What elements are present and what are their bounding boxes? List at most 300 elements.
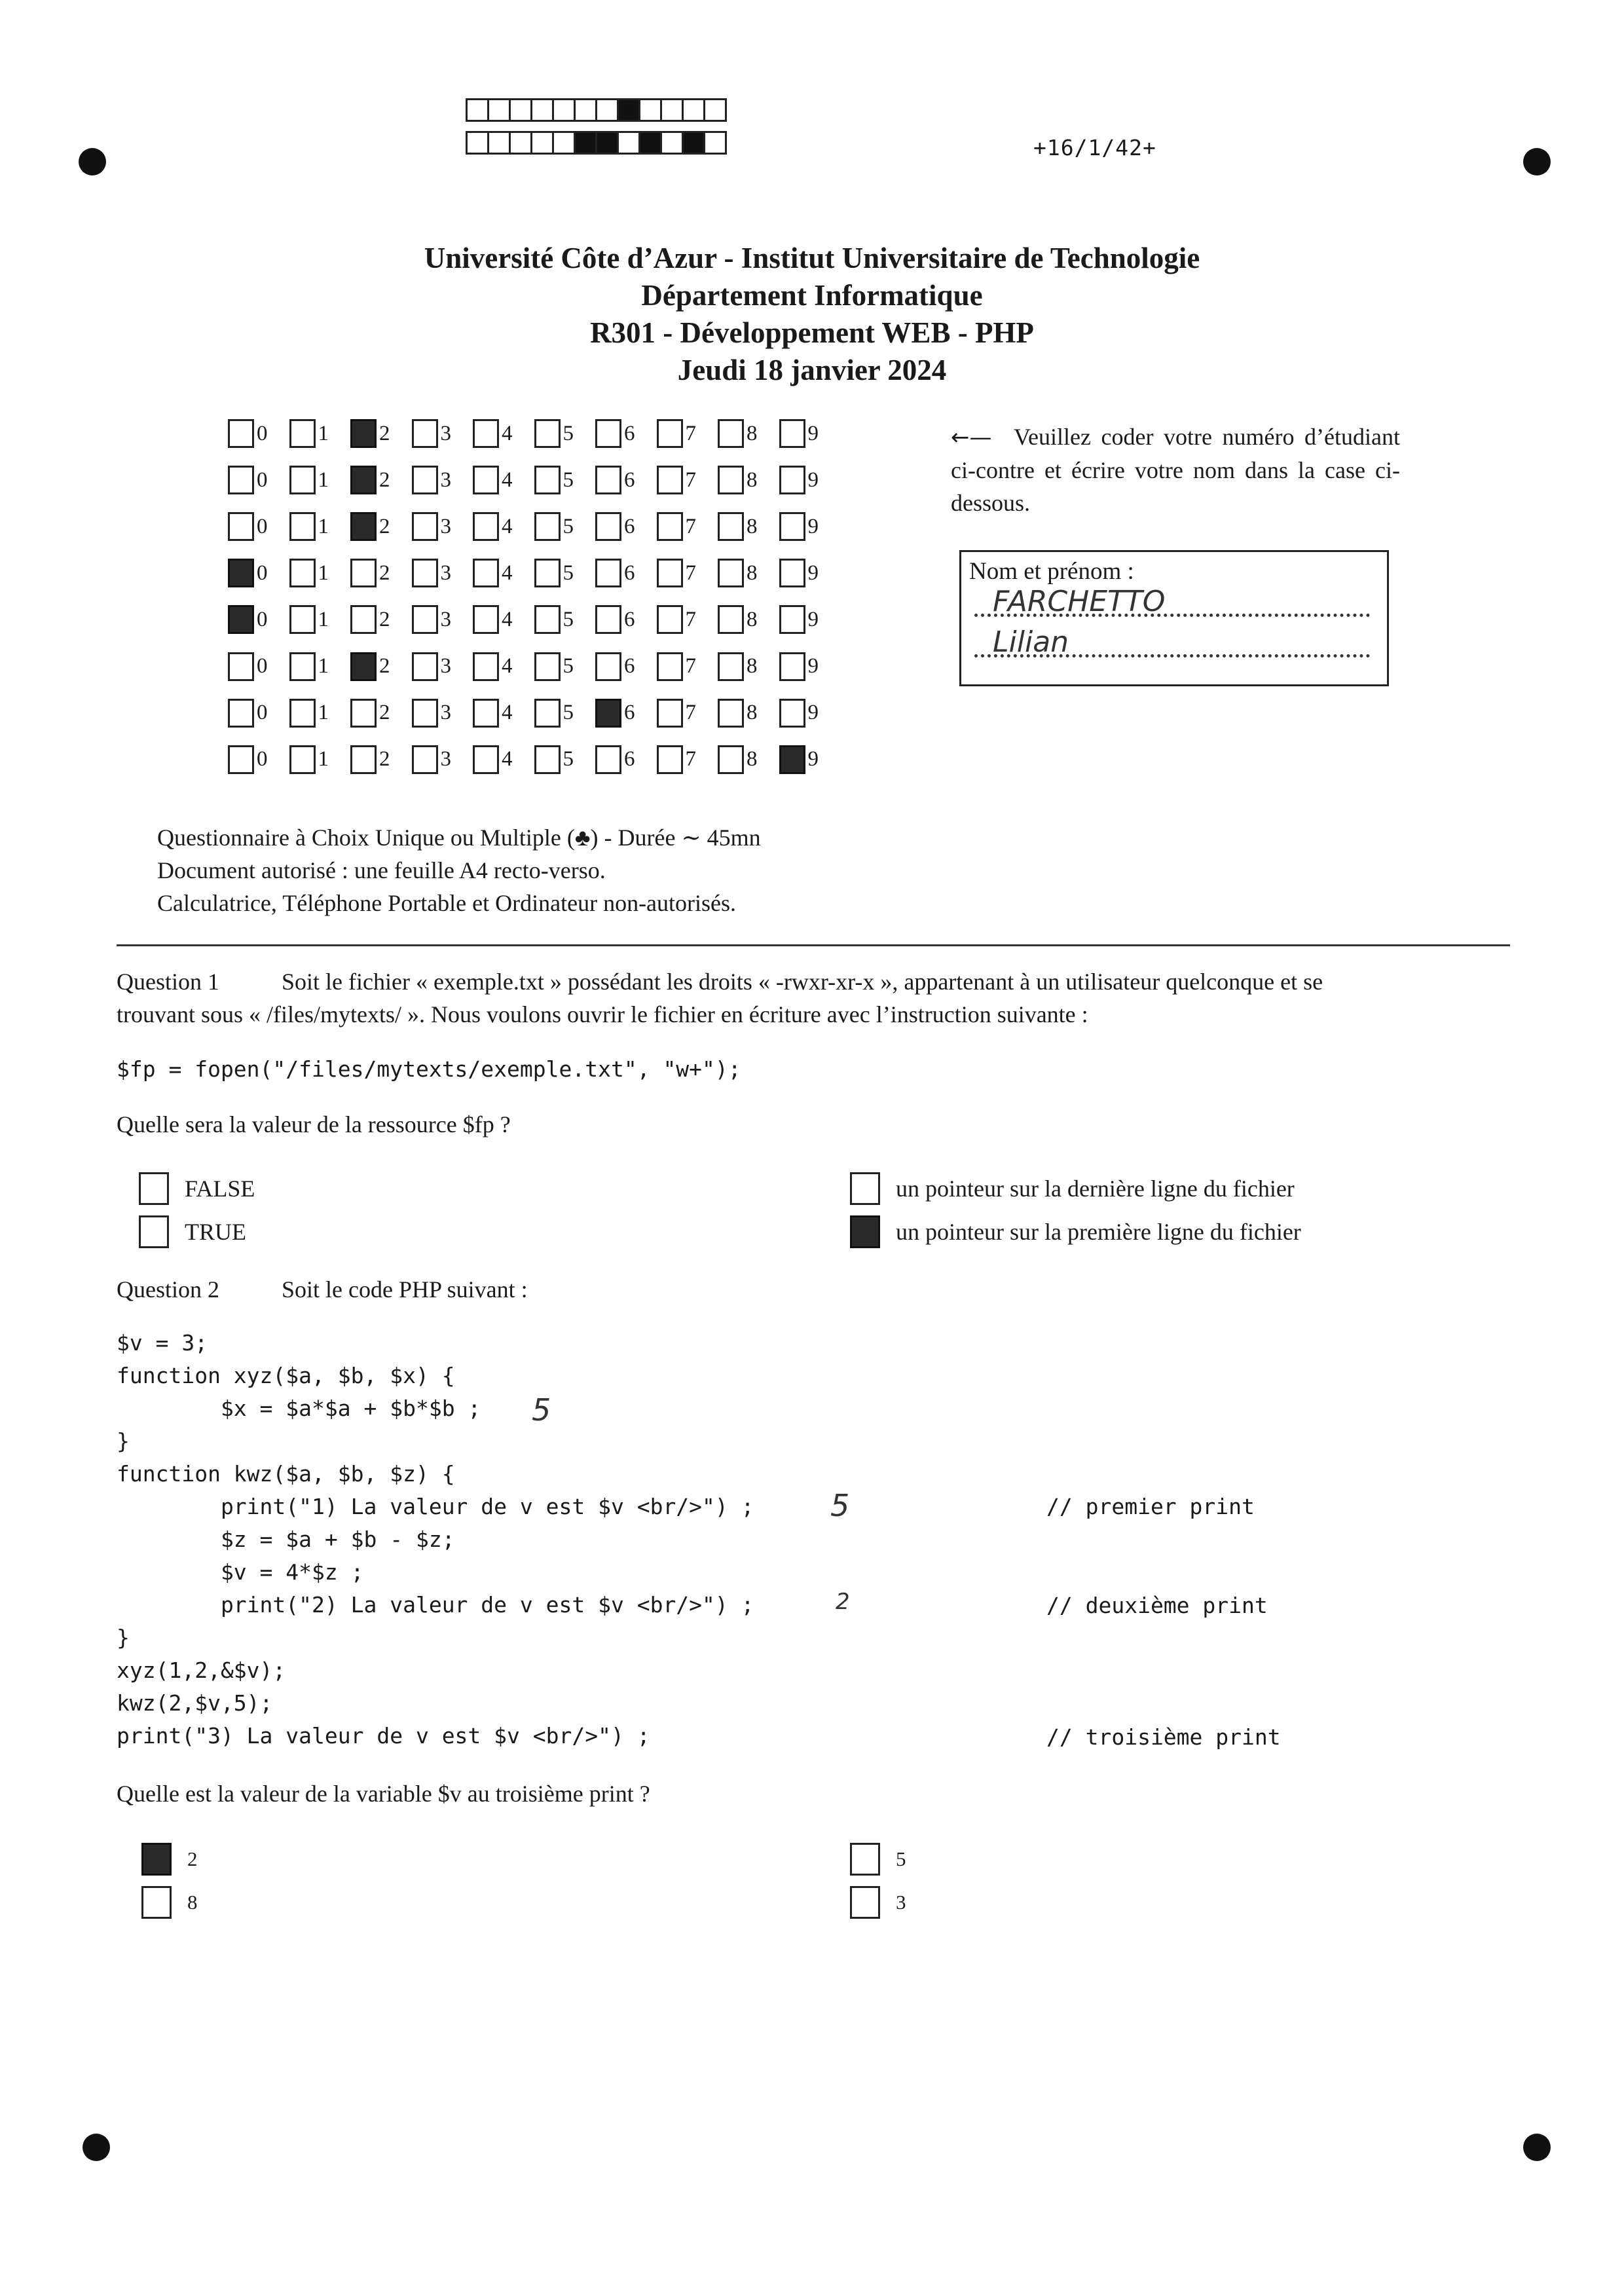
checkbox[interactable] (779, 605, 805, 634)
digit-option[interactable] (657, 605, 697, 634)
barcode-cell (509, 131, 532, 155)
digit-label: 4 (502, 561, 513, 585)
q1-answer-true[interactable] (139, 1215, 246, 1248)
last-name-handwritten: FARCHETTO (993, 585, 1166, 618)
checkbox[interactable] (289, 466, 316, 494)
digit-option[interactable] (228, 605, 268, 634)
barcode-cell (703, 98, 727, 122)
checkbox[interactable] (473, 466, 499, 494)
digit-option[interactable] (595, 745, 635, 774)
digit-option[interactable] (228, 699, 268, 728)
instructions-text: Veuillez coder votre numéro d’étudiant ci-contre et écrire votre nom dans la case ci-dessous. (951, 424, 1400, 516)
digit-label: 6 (624, 468, 635, 492)
checkbox[interactable] (350, 466, 377, 494)
digit-option[interactable] (534, 652, 574, 681)
checkbox[interactable] (718, 466, 744, 494)
digit-label: 9 (807, 514, 819, 538)
checkbox[interactable] (779, 652, 805, 681)
checkbox[interactable] (473, 745, 499, 774)
checkbox[interactable] (350, 605, 377, 634)
question-2-text: Soit le code PHP suivant : (282, 1276, 528, 1303)
checkbox[interactable] (779, 512, 805, 541)
checkbox[interactable] (657, 652, 683, 681)
barcode-cell (595, 98, 619, 122)
checkbox[interactable] (718, 745, 744, 774)
checkbox[interactable] (228, 652, 254, 681)
barcode-cell (466, 98, 489, 122)
digit-option[interactable] (718, 605, 758, 634)
checkbox[interactable] (595, 605, 621, 634)
digit-option[interactable] (289, 512, 329, 541)
digit-label: 2 (379, 747, 390, 771)
checkbox[interactable] (595, 652, 621, 681)
digit-option[interactable] (595, 652, 635, 681)
answer-label: 3 (896, 1891, 906, 1914)
digit-label: 6 (624, 747, 635, 771)
digit-option[interactable] (718, 745, 758, 774)
checkbox[interactable] (595, 745, 621, 774)
checkbox[interactable] (141, 1886, 172, 1919)
checkbox[interactable] (289, 699, 316, 728)
digit-label: 8 (747, 747, 758, 771)
digit-option[interactable] (779, 745, 819, 774)
digit-option[interactable] (289, 419, 329, 448)
digit-option[interactable] (534, 419, 574, 448)
digit-option[interactable] (228, 745, 268, 774)
digit-label: 1 (318, 654, 329, 678)
checkbox[interactable] (718, 652, 744, 681)
checkbox[interactable] (350, 699, 377, 728)
checkbox[interactable] (228, 699, 254, 728)
digit-label: 3 (440, 654, 451, 678)
digit-label: 0 (257, 654, 268, 678)
digit-label: 5 (563, 421, 574, 445)
code-line: $v = 4*$z ; (117, 1559, 364, 1585)
code-line: print("3) La valeur de v est $v <br/>") ; (117, 1723, 650, 1749)
digit-option[interactable] (718, 699, 758, 728)
checkbox[interactable] (139, 1215, 169, 1248)
checkbox[interactable] (412, 652, 438, 681)
digit-option[interactable] (289, 699, 329, 728)
digit-label: 6 (624, 421, 635, 445)
digit-label: 7 (685, 607, 696, 631)
digit-label: 0 (257, 468, 268, 492)
digit-option[interactable] (473, 745, 513, 774)
digit-label: 2 (379, 607, 390, 631)
digit-option[interactable] (473, 605, 513, 634)
digit-label: 0 (257, 514, 268, 538)
checkbox[interactable] (350, 419, 377, 448)
digit-label: 1 (318, 701, 329, 725)
digit-option[interactable] (473, 652, 513, 681)
digit-option[interactable] (657, 466, 697, 494)
question-2-label: Question 2 (117, 1276, 219, 1303)
checkbox[interactable] (850, 1215, 880, 1248)
handwritten-note-1: 5 (532, 1392, 551, 1428)
digit-option[interactable] (779, 466, 819, 494)
digit-option[interactable] (473, 466, 513, 494)
barcode-cell (660, 131, 684, 155)
digit-option[interactable] (595, 512, 635, 541)
question-1-text-b: trouvant sous « /files/mytexts/ ». Nous voulons ouvrir le fichier en écriture avec l’instruction suivante : (117, 1001, 1088, 1028)
checkbox[interactable] (228, 512, 254, 541)
student-instructions (951, 420, 1400, 519)
q2-answer-8[interactable] (141, 1886, 198, 1919)
digit-option[interactable] (289, 605, 329, 634)
digit-option[interactable] (718, 419, 758, 448)
digit-label: 7 (685, 747, 696, 771)
digit-label: 0 (257, 607, 268, 631)
checkbox[interactable] (657, 745, 683, 774)
q1-answer-false[interactable] (139, 1172, 255, 1205)
digit-option[interactable] (289, 652, 329, 681)
checkbox[interactable] (534, 559, 561, 587)
digit-label: 7 (685, 468, 696, 492)
barcode-cell (682, 131, 705, 155)
checkbox[interactable] (595, 419, 621, 448)
code-line: } (117, 1428, 130, 1454)
name-label: Nom et prénom : (969, 558, 1134, 585)
digit-option[interactable] (718, 512, 758, 541)
answer-label: TRUE (185, 1219, 246, 1245)
checkbox[interactable] (350, 745, 377, 774)
comment-third-print: // troisième print (1046, 1724, 1281, 1750)
checkbox[interactable] (473, 559, 499, 587)
barcode-cell (595, 131, 619, 155)
corner-mark-bottom-left (83, 2134, 110, 2161)
digit-option[interactable] (779, 699, 819, 728)
checkbox[interactable] (289, 745, 316, 774)
digit-label: 4 (502, 654, 513, 678)
digit-label: 2 (379, 654, 390, 678)
checkbox[interactable] (718, 419, 744, 448)
checkbox[interactable] (779, 466, 805, 494)
barcode-cell (530, 131, 554, 155)
digit-option[interactable] (412, 652, 452, 681)
digit-option[interactable] (657, 559, 697, 587)
digit-option[interactable] (228, 559, 268, 587)
digit-option[interactable] (350, 699, 390, 728)
question-1-code: $fp = fopen("/files/mytexts/exemple.txt", "w+"); (117, 1056, 741, 1082)
barcode-cell (682, 98, 705, 122)
barcode-cell (638, 98, 662, 122)
digit-option[interactable] (595, 466, 635, 494)
barcode-cell (617, 131, 640, 155)
digit-option[interactable] (779, 559, 819, 587)
digit-option[interactable] (228, 466, 268, 494)
digit-option[interactable] (350, 605, 390, 634)
digit-option[interactable] (412, 559, 452, 587)
checkbox[interactable] (657, 466, 683, 494)
corner-mark-top-right (1523, 148, 1551, 176)
digit-label: 1 (318, 561, 329, 585)
digit-option[interactable] (534, 605, 574, 634)
checkbox[interactable] (412, 605, 438, 634)
checkbox[interactable] (657, 559, 683, 587)
digit-option[interactable] (289, 745, 329, 774)
digit-label: 5 (563, 654, 574, 678)
q1-answer-first-line[interactable] (850, 1215, 1301, 1248)
checkbox[interactable] (850, 1886, 880, 1919)
checkbox[interactable] (141, 1843, 172, 1876)
digit-label: 7 (685, 701, 696, 725)
digit-option[interactable] (779, 652, 819, 681)
exam-info-devices: Calculatrice, Téléphone Portable et Ordinateur non-autorisés. (157, 890, 737, 916)
digit-label: 4 (502, 701, 513, 725)
answer-label: un pointeur sur la première ligne du fichier (896, 1219, 1301, 1245)
checkbox[interactable] (657, 605, 683, 634)
digit-option[interactable] (350, 419, 390, 448)
digit-label: 5 (563, 747, 574, 771)
comment-second-print: // deuxième print (1046, 1593, 1268, 1618)
digit-option[interactable] (412, 466, 452, 494)
checkbox[interactable] (473, 419, 499, 448)
digit-option[interactable] (350, 652, 390, 681)
checkbox[interactable] (228, 605, 254, 634)
digit-label: 1 (318, 747, 329, 771)
checkbox[interactable] (289, 559, 316, 587)
digit-option[interactable] (534, 745, 574, 774)
digit-option[interactable] (473, 699, 513, 728)
digit-label: 9 (807, 561, 819, 585)
digit-label: 6 (624, 561, 635, 585)
digit-label: 1 (318, 468, 329, 492)
checkbox[interactable] (850, 1172, 880, 1205)
digit-label: 4 (502, 514, 513, 538)
checkbox[interactable] (779, 745, 805, 774)
digit-label: 4 (502, 468, 513, 492)
checkbox[interactable] (657, 699, 683, 728)
digit-option[interactable] (412, 419, 452, 448)
digit-label: 8 (747, 514, 758, 538)
exam-info-documents: Document autorisé : une feuille A4 recto-verso. (157, 857, 606, 883)
digit-label: 0 (257, 561, 268, 585)
title-date: Jeudi 18 janvier 2024 (677, 354, 947, 386)
digit-option[interactable] (595, 699, 635, 728)
digit-label: 5 (563, 607, 574, 631)
code-line: $v = 3; (117, 1330, 208, 1356)
checkbox[interactable] (718, 699, 744, 728)
digit-option[interactable] (779, 512, 819, 541)
barcode-cell (487, 98, 511, 122)
barcode-bottom-row (468, 131, 727, 155)
checkbox[interactable] (534, 699, 561, 728)
digit-option[interactable] (473, 419, 513, 448)
barcode-cell (660, 98, 684, 122)
digit-label: 8 (747, 654, 758, 678)
digit-option[interactable] (779, 605, 819, 634)
checkbox[interactable] (228, 466, 254, 494)
digit-option[interactable] (350, 512, 390, 541)
code-line: function kwz($a, $b, $z) { (117, 1461, 455, 1487)
digit-option[interactable] (289, 559, 329, 587)
digit-label: 9 (807, 468, 819, 492)
checkbox[interactable] (595, 512, 621, 541)
digit-option[interactable] (657, 652, 697, 681)
digit-option[interactable] (718, 559, 758, 587)
digit-label: 0 (257, 421, 268, 445)
checkbox[interactable] (412, 466, 438, 494)
checkbox[interactable] (139, 1172, 169, 1205)
checkbox[interactable] (718, 559, 744, 587)
digit-option[interactable] (718, 652, 758, 681)
code-line: $x = $a*$a + $b*$b ; (117, 1396, 481, 1421)
digit-label: 7 (685, 561, 696, 585)
checkbox[interactable] (228, 745, 254, 774)
exam-info (157, 821, 761, 919)
question-2-code (117, 1327, 754, 1752)
dotted-line (974, 654, 1370, 657)
question-1-text-a: Soit le fichier « exemple.txt » possédant les droits « -rwxr-xr-x », appartenant à un utilisateur quelconque et se (282, 969, 1323, 995)
first-name-handwritten: Lilian (993, 625, 1069, 659)
checkbox[interactable] (850, 1843, 880, 1876)
digit-label: 9 (807, 701, 819, 725)
checkbox[interactable] (289, 419, 316, 448)
barcode-cell (552, 98, 576, 122)
handwritten-note-2: 5 (830, 1488, 850, 1523)
checkbox[interactable] (473, 512, 499, 541)
digit-label: 1 (318, 514, 329, 538)
digit-label: 3 (440, 421, 451, 445)
checkbox[interactable] (779, 699, 805, 728)
checkbox[interactable] (350, 559, 377, 587)
answer-label: 8 (187, 1891, 198, 1914)
barcode-cell (509, 98, 532, 122)
checkbox[interactable] (595, 559, 621, 587)
checkbox[interactable] (534, 652, 561, 681)
q2-answer-3[interactable] (850, 1886, 906, 1919)
checkbox[interactable] (289, 605, 316, 634)
digit-label: 6 (624, 607, 635, 631)
digit-label: 8 (747, 421, 758, 445)
checkbox[interactable] (289, 512, 316, 541)
digit-option[interactable] (534, 466, 574, 494)
checkbox[interactable] (718, 605, 744, 634)
digit-option[interactable] (228, 652, 268, 681)
digit-option[interactable] (412, 699, 452, 728)
digit-option[interactable] (350, 559, 390, 587)
digit-option[interactable] (657, 419, 697, 448)
digit-option[interactable] (289, 466, 329, 494)
question-1-prompt: Quelle sera la valeur de la ressource $fp ? (117, 1111, 511, 1138)
digit-option[interactable] (718, 466, 758, 494)
first-name-field[interactable] (969, 626, 1379, 667)
digit-option[interactable] (534, 559, 574, 587)
checkbox[interactable] (412, 559, 438, 587)
digit-option[interactable] (534, 699, 574, 728)
checkbox[interactable] (350, 652, 377, 681)
checkbox[interactable] (412, 419, 438, 448)
checkbox[interactable] (412, 699, 438, 728)
checkbox[interactable] (534, 512, 561, 541)
digit-label: 9 (807, 607, 819, 631)
digit-option[interactable] (657, 699, 697, 728)
digit-label: 1 (318, 421, 329, 445)
checkbox[interactable] (473, 699, 499, 728)
digit-label: 5 (563, 561, 574, 585)
q2-answer-5[interactable] (850, 1843, 906, 1876)
comment-first-print: // premier print (1046, 1494, 1255, 1519)
last-name-field[interactable] (969, 585, 1379, 626)
separator-line (117, 944, 1510, 946)
dotted-line (974, 614, 1370, 617)
digit-option[interactable] (350, 745, 390, 774)
checkbox[interactable] (534, 419, 561, 448)
checkbox[interactable] (595, 466, 621, 494)
checkbox[interactable] (412, 512, 438, 541)
digit-label: 3 (440, 701, 451, 725)
barcode-cell (617, 98, 640, 122)
digit-option[interactable] (228, 512, 268, 541)
checkbox[interactable] (657, 512, 683, 541)
checkbox[interactable] (350, 512, 377, 541)
checkbox[interactable] (228, 419, 254, 448)
digit-label: 9 (807, 747, 819, 771)
checkbox[interactable] (473, 652, 499, 681)
name-box[interactable] (959, 550, 1389, 686)
digit-option[interactable] (473, 559, 513, 587)
checkbox[interactable] (779, 419, 805, 448)
digit-option[interactable] (412, 605, 452, 634)
checkbox[interactable] (289, 652, 316, 681)
checkbox[interactable] (534, 466, 561, 494)
q2-answer-2[interactable] (141, 1843, 198, 1876)
digit-option[interactable] (412, 512, 452, 541)
answer-label: FALSE (185, 1176, 255, 1202)
digit-option[interactable] (534, 512, 574, 541)
digit-label: 6 (624, 514, 635, 538)
digit-option[interactable] (228, 419, 268, 448)
digit-option[interactable] (657, 512, 697, 541)
barcode-cell (574, 131, 597, 155)
digit-label: 2 (379, 514, 390, 538)
digit-label: 9 (807, 654, 819, 678)
digit-label: 3 (440, 514, 451, 538)
digit-label: 4 (502, 747, 513, 771)
checkbox[interactable] (779, 559, 805, 587)
checkbox[interactable] (228, 559, 254, 587)
code-line: $z = $a + $b - $z; (117, 1527, 455, 1552)
checkbox[interactable] (534, 605, 561, 634)
code-line: kwz(2,$v,5); (117, 1690, 273, 1716)
arrow-left-icon: ←— (951, 424, 992, 451)
corner-mark-top-left (79, 148, 106, 176)
digit-label: 2 (379, 468, 390, 492)
checkbox[interactable] (718, 512, 744, 541)
checkbox[interactable] (534, 745, 561, 774)
checkbox[interactable] (595, 699, 621, 728)
checkbox[interactable] (473, 605, 499, 634)
barcode-top-row (468, 98, 727, 122)
code-line: print("2) La valeur de v est $v <br/>") ; (117, 1592, 754, 1618)
question-2-prompt: Quelle est la valeur de la variable $v au troisième print ? (117, 1781, 650, 1807)
digit-option[interactable] (595, 605, 635, 634)
q1-answer-last-line[interactable] (850, 1172, 1295, 1205)
barcode-cell (530, 98, 554, 122)
digit-option[interactable] (779, 419, 819, 448)
digit-option[interactable] (473, 512, 513, 541)
barcode-cell (638, 131, 662, 155)
digit-label: 4 (502, 607, 513, 631)
digit-option[interactable] (657, 745, 697, 774)
digit-option[interactable] (350, 466, 390, 494)
digit-option[interactable] (412, 745, 452, 774)
checkbox[interactable] (412, 745, 438, 774)
checkbox[interactable] (657, 419, 683, 448)
digit-option[interactable] (595, 419, 635, 448)
digit-option[interactable] (595, 559, 635, 587)
question-1 (117, 965, 1511, 1031)
